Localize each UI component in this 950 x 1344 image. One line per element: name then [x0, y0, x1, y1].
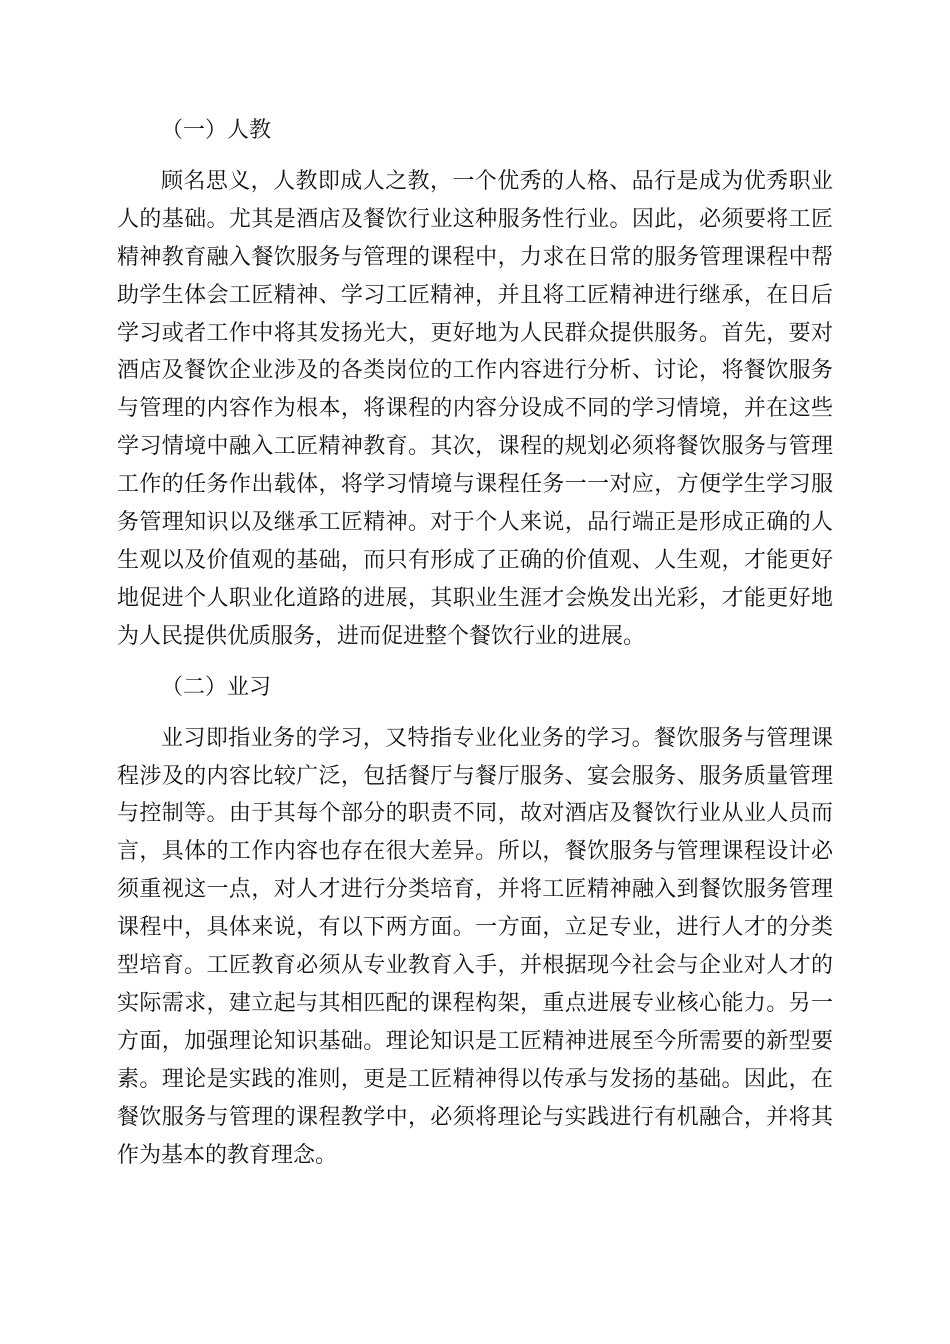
- section-heading-renjiao: （一）人教: [161, 118, 272, 143]
- document-page: [117, 112, 833, 1187]
- section-heading-yexi: （二）业习: [161, 674, 272, 700]
- section-paragraph-yexi: 业习即指业务的学习，又特指专业化业务的学习。餐饮服务与管理课程涉及的内容比较广泛，包括餐厅与餐厅服务、宴会服务、服务质量管理与控制等。由于其每个部分的职责不同，故对酒店及餐饮行业从业人员而言，具体的工作内容也存在很大差异。所以，餐饮服务与管理课程设计必须重视这一点，对人才进行分类培育，并将工匠精神融入到餐饮服务管理课程中，具体来说，有以下两方面。一方面，立足专业，进行人才的分类型培育。工匠教育必须从专业教育入手，并根据现今社会与企业对人才的实际需求，建立起与其相匹配的课程构架，重点进展专业核心能力。另一方面，加强理论知识基础。理论知识是工匠精神进展至今所需要的新型要素。理论是实践的准则，更是工匠精神得以传承与发扬的基础。因此，在餐饮服务与管理的课程教学中，必须将理论与实践进行有机融合，并将其作为基本的教育理念。: [117, 725, 833, 1168]
- section-paragraph-renjiao: 顾名思义，人教即成人之教，一个优秀的人格、品行是成为优秀职业人的基础。尤其是酒店及餐饮行业这种服务性行业。因此，必须要将工匠精神教育融入餐饮服务与管理的课程中，力求在日常的服务管理课程中帮助学生体会工匠精神、学习工匠精神，并且将工匠精神进行继承，在日后学习或者工作中将其发扬光大，更好地为人民群众提供服务。首先，要对酒店及餐饮企业涉及的各类岗位的工作内容进行分析、讨论，将餐饮服务与管理的内容作为根本，将课程的内容分设成不同的学习情境，并在这些学习情境中融入工匠精神教育。其次，课程的规划必须将餐饮服务与管理工作的任务作出载体，将学习情境与课程任务一一对应，方便学生学习服务管理知识以及继承工匠精神。对于个人来说，品行端正是形成正确的人生观以及价值观的基础，而只有形成了正确的价值观、人生观，才能更好地促进个人职业化道路的进展，其职业生涯才会焕发出光彩，才能更好地为人民提供优质服务，进而促进整个餐饮行业的进展。: [117, 168, 833, 649]
